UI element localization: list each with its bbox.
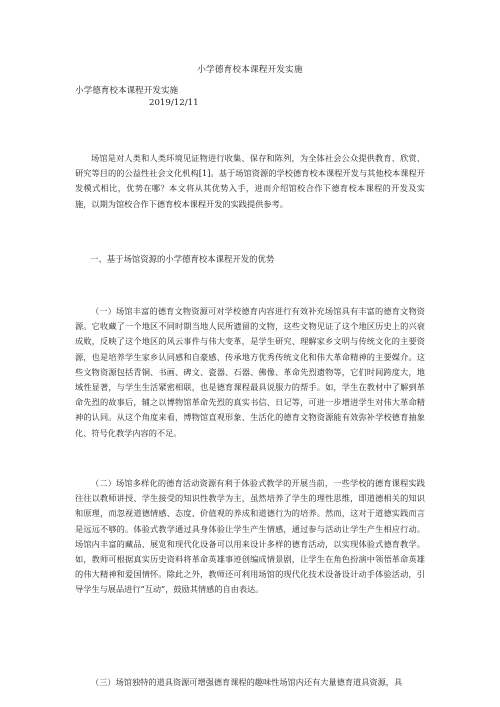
document-subtitle: 小学德育校本课程开发实施 xyxy=(75,86,179,96)
document-date: 2019/12/11 xyxy=(149,98,199,108)
body-paragraph-1: （一）场馆丰富的德育文物资源可对学校德育内容进行有效补充场馆具有丰富的德育文物资源。它收藏了一个地区不同时期当地人民所遗留的文物，这些文物见证了这个地区历史上的兴衰成败，反映了这个地区的风云事件与伟大变革，是学生研究、理解家乡文明与传统文化的主要资源，也是培养学生家乡认同感和自豪感、传承地方优秀传统文化和伟大革命精神的主要媒介。这些文物资源包括青铜、书画、碑文、瓷器、石器、佛像、革命先烈遗物等，它们时间跨度大，地域性显著，与学生生活紧密相联，也是德育课程最具说服力的帮手。如，学生在教材中了解到革命先烈的故事后，辅之以博物馆革命先烈的真实书信、日记等，可进一步增进学生对伟大革命精神的认同。从这个角度来看，博物馆直观形象、生活化的德育文物资源能有效弥补学校德育抽象化、符号化教学内容的不足。 xyxy=(75,306,425,438)
document-title: 小学德育校本课程开发实施 xyxy=(197,65,303,75)
body-paragraph-3: （三）场馆独特的道具资源可增强德育课程的趣味性场馆内还有大量德育道具资源，具 xyxy=(91,677,403,687)
body-paragraph-2: （二）场馆多样化的德育活动资源有利于体验式教学的开展当前，一些学校的德育课程实践往往以教师讲授、学生接受的知识性教学为主，虽然培养了学生的理性思维，即道德相关的知识和原理，而忽视道德情感、态度、价值观的养成和道德行为的培养。然而，这对于道德实践而言是远远不够的。体验式教学通过具身体验让学生产生情感，通过参与活动让学生产生相应行动。场馆内丰富的藏品、展览和现代化设备可以用来设计多样的德育活动，以实现体验式德育教学。如，教师可根据真实历史资料将革命英雄事迹创编成情景剧，让学生在角色扮演中领悟革命英雄的伟大精神和爱国情怀。除此之外，教师还可利用场馆的现代化技术设备设计动手体验活动，引导学生与展品进行“互动”，鼓励其情感的自由表达。 xyxy=(75,478,425,595)
section-heading: 一、基于场馆资源的小学德育校本课程开发的优势 xyxy=(90,254,275,264)
intro-paragraph: 场馆是对人类和人类环境见证物进行收集、保存和陈列，为全体社会公众提供教育、欣赏、研究等目的的公益性社会文化机构[1]。基于场馆资源的学校德育校本课程开发与其他校本课程开发模式相比，优势在哪？本文将从其优势入手，进而介绍馆校合作下德育校本课程的开发及实施，以期为馆校合作下德育校本课程开发的实践提供参考。 xyxy=(75,153,425,209)
